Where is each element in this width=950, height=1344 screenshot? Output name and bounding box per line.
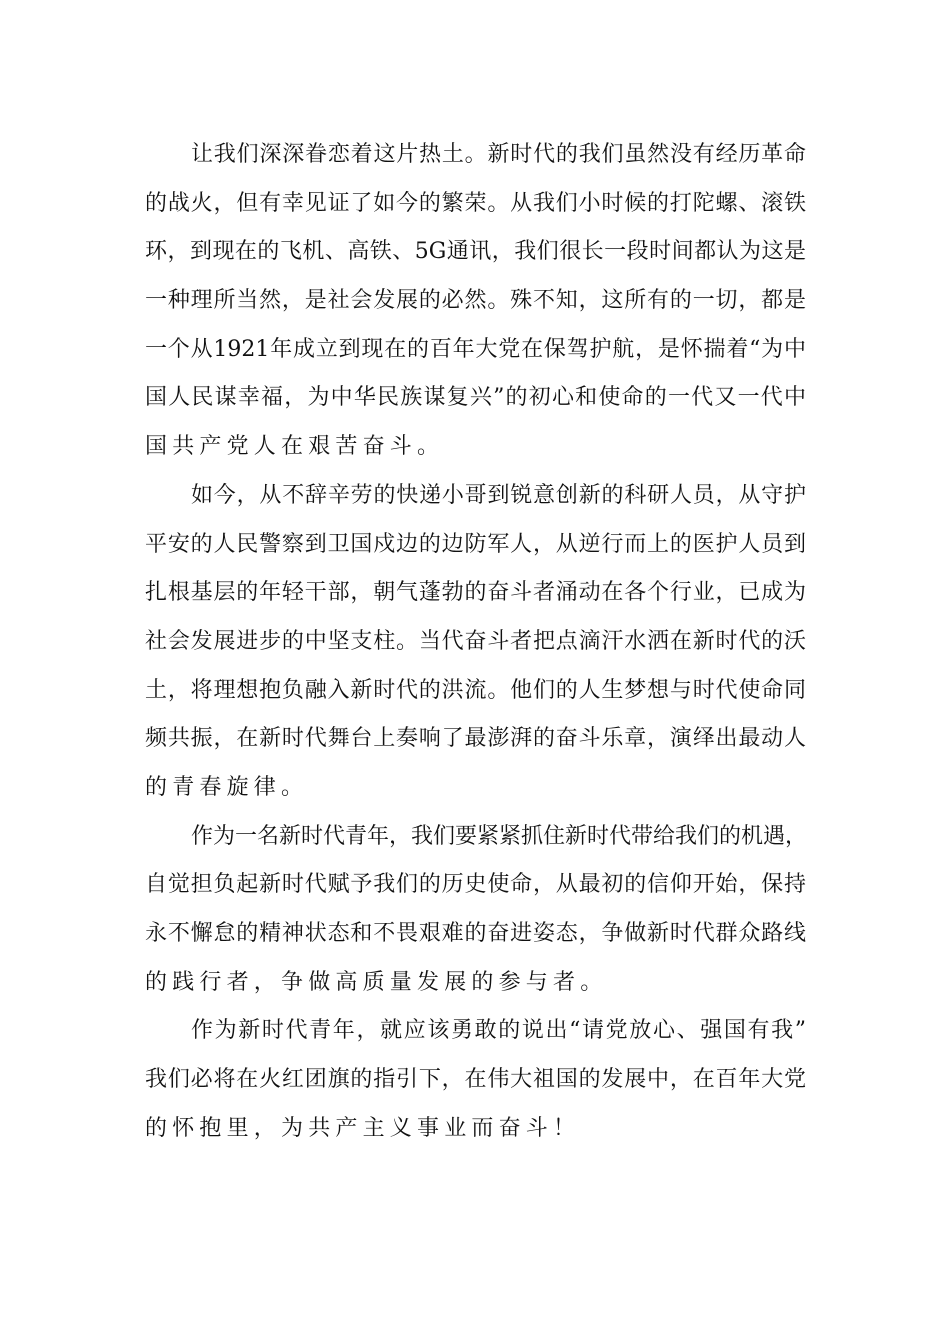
text-line: 扎根基层的年轻干部，朝气蓬勃的奋斗者涌动在各个行业，已成为 bbox=[145, 580, 806, 606]
text-line: 的战火，但有幸见证了如今的繁荣。从我们小时候的打陀螺、滚铁 bbox=[145, 190, 806, 216]
text-line: 国共产党人在艰苦奋斗。 bbox=[145, 434, 445, 460]
text-line: 平安的人民警察到卫国戍边的边防军人，从逆行而上的医护人员到 bbox=[145, 531, 806, 557]
paragraph bbox=[145, 1007, 806, 1153]
text-line: 频共振，在新时代舞台上奏响了最澎湃的奋斗乐章，演绎出最动人 bbox=[145, 726, 806, 752]
text-line: 的践行者，争做高质量发展的参与者。 bbox=[145, 969, 608, 995]
paragraph bbox=[145, 472, 806, 813]
text-line: 环，到现在的飞机、高铁、5G通讯，我们很长一段时间都认为这是 bbox=[145, 239, 806, 265]
text-line: 永不懈怠的精神状态和不畏艰难的奋进姿态，争做新时代群众路线 bbox=[145, 921, 806, 946]
text-line: 如今，从不辞辛劳的快递小哥到锐意创新的科研人员，从守护 bbox=[191, 482, 806, 508]
text-line: 我们必将在火红团旗的指引下，在伟大祖国的发展中，在百年大党 bbox=[145, 1067, 806, 1093]
text-line: 一个从1921年成立到现在的百年大党在保驾护航，是怀揣着“为中 bbox=[145, 336, 806, 362]
text-line: 作为一名新时代青年，我们要紧紧抓住新时代带给我们的机遇， bbox=[191, 823, 808, 849]
text-line: 土，将理想抱负融入新时代的洪流。他们的人生梦想与时代使命同 bbox=[145, 677, 806, 703]
paragraph bbox=[145, 813, 806, 1008]
paragraph bbox=[145, 131, 806, 472]
text-line: 一种理所当然，是社会发展的必然。殊不知，这所有的一切，都是 bbox=[145, 288, 806, 314]
text-line: 的怀抱里，为共产主义事业而奋斗！ bbox=[145, 1115, 581, 1141]
text-line: 自觉担负起新时代赋予我们的历史使命，从最初的信仰开始，保持 bbox=[145, 872, 806, 898]
text-line: 让我们深深眷恋着这片热土。新时代的我们虽然没有经历革命 bbox=[191, 142, 806, 167]
document-page bbox=[145, 131, 806, 1153]
text-line: 国人民谋幸福，为中华民族谋复兴”的初心和使命的一代又一代中 bbox=[145, 385, 806, 411]
text-line: 社会发展进步的中坚支柱。当代奋斗者把点滴汗水洒在新时代的沃 bbox=[145, 628, 806, 654]
text-line: 作为新时代青年，就应该勇敢的说出“请党放心、强国有我” bbox=[191, 1018, 806, 1044]
text-line: 的青春旋律。 bbox=[145, 774, 309, 800]
